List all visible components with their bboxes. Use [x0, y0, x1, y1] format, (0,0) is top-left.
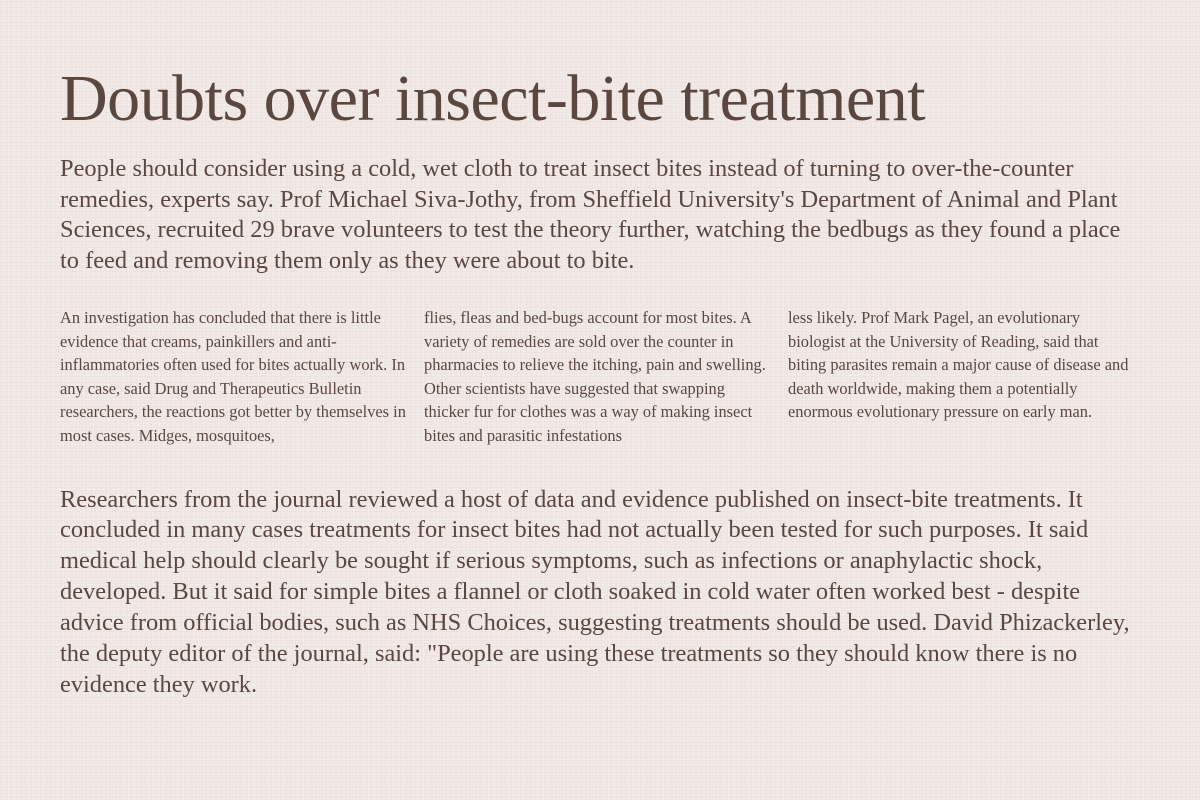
three-column-section	[60, 306, 1142, 448]
column-2-text: flies, fleas and bed-bugs account for most bites. A variety of remedies are sold over the counter in pharmacies to relieve the itching, pain and swelling. Other scientists have suggested that swapping thicker fur for clothes was a way of making insect bites and parasitic infestations	[424, 308, 766, 445]
article-headline: Doubts over insect-bite treatment	[60, 62, 926, 135]
article	[60, 58, 1142, 701]
column-1-text: An investigation has concluded that there is little evidence that creams, painkillers and anti-inflammatories often used for bites actually work. In any case, said Drug and Therapeutics Bulletin researchers, the reactions got better by themselves in most cases. Midges, mosquitoes,	[60, 308, 406, 445]
column-3-text: less likely. Prof Mark Pagel, an evolutionary biologist at the University of Reading, said that biting parasites remain a major cause of disease and death worldwide, making them a potentially enormous evolutionary pressure on early man.	[788, 308, 1129, 422]
article-lead-paragraph: People should consider using a cold, wet cloth to treat insect bites instead of turning to over-the-counter remedies, experts say. Prof Michael Siva-Jothy, from Sheffield University's Department of Animal and Plant Sciences, recruited 29 brave volunteers to test the theory further, watching the bedbugs as they found a place to feed and removing them only as they were about to bite.	[60, 155, 1121, 274]
article-body-paragraph: Researchers from the journal reviewed a host of data and evidence published on insect-bite treatments. It concluded in many cases treatments for insect bites had not actually been tested for such purposes. It said medical help should clearly be sought if serious symptoms, such as infections or anaphylactic shock, developed. But it said for simple bites a flannel or cloth soaked in cold water often worked best - despite advice from official bodies, such as NHS Choices, suggesting treatments should be used. David Phizackerley, the deputy editor of the journal, said: "People are using these treatments so they should know there is no evidence they work.	[60, 485, 1130, 698]
